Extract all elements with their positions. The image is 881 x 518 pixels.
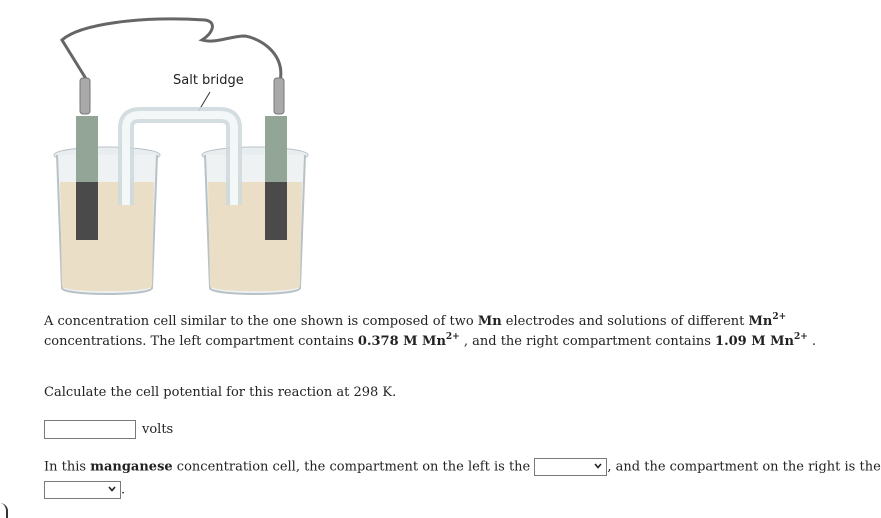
ion-charge: 2+ <box>793 331 808 342</box>
chevron-down-icon <box>594 462 602 470</box>
compartment-question-end <box>44 481 125 500</box>
sentence-end: . <box>121 482 126 498</box>
cell-diagram-illustration <box>40 0 340 300</box>
problem-line-2 <box>44 333 816 351</box>
ion-charge: 2+ <box>772 311 787 322</box>
problem-text: concentration cell, the compartment on the left is the <box>172 459 535 475</box>
right-compartment-select[interactable] <box>44 481 121 499</box>
problem-text: concentrations. The left compartment contains <box>44 334 358 349</box>
chevron-down-icon <box>108 485 116 493</box>
left-concentration: 0.378 M Mn <box>357 334 446 349</box>
left-compartment-select[interactable] <box>534 458 607 476</box>
salt-bridge-label: Salt bridge <box>173 73 244 88</box>
problem-text: , and the right compartment contains <box>459 334 716 349</box>
unit-label: volts <box>142 421 174 437</box>
electrochemical-cell-figure <box>40 0 340 300</box>
element-name: manganese <box>90 459 173 475</box>
problem-line-1 <box>44 313 786 331</box>
edge-decoration <box>0 503 8 518</box>
problem-text: , and the compartment on the right is the <box>607 459 881 475</box>
element-symbol: Mn <box>477 314 502 329</box>
question-text: Calculate the cell potential for this reaction at 298 K. <box>44 385 397 400</box>
compartment-question <box>44 458 881 477</box>
problem-text: In this <box>44 459 91 475</box>
cell-potential-input[interactable] <box>44 420 136 439</box>
ion-symbol: Mn <box>748 314 773 329</box>
answer-row <box>44 420 173 439</box>
right-concentration: 1.09 M Mn <box>715 334 794 349</box>
problem-text: . <box>807 334 817 349</box>
problem-text: electrodes and solutions of different <box>501 314 749 329</box>
problem-text: A concentration cell similar to the one shown is composed of two <box>44 314 478 329</box>
ion-charge: 2+ <box>445 331 460 342</box>
